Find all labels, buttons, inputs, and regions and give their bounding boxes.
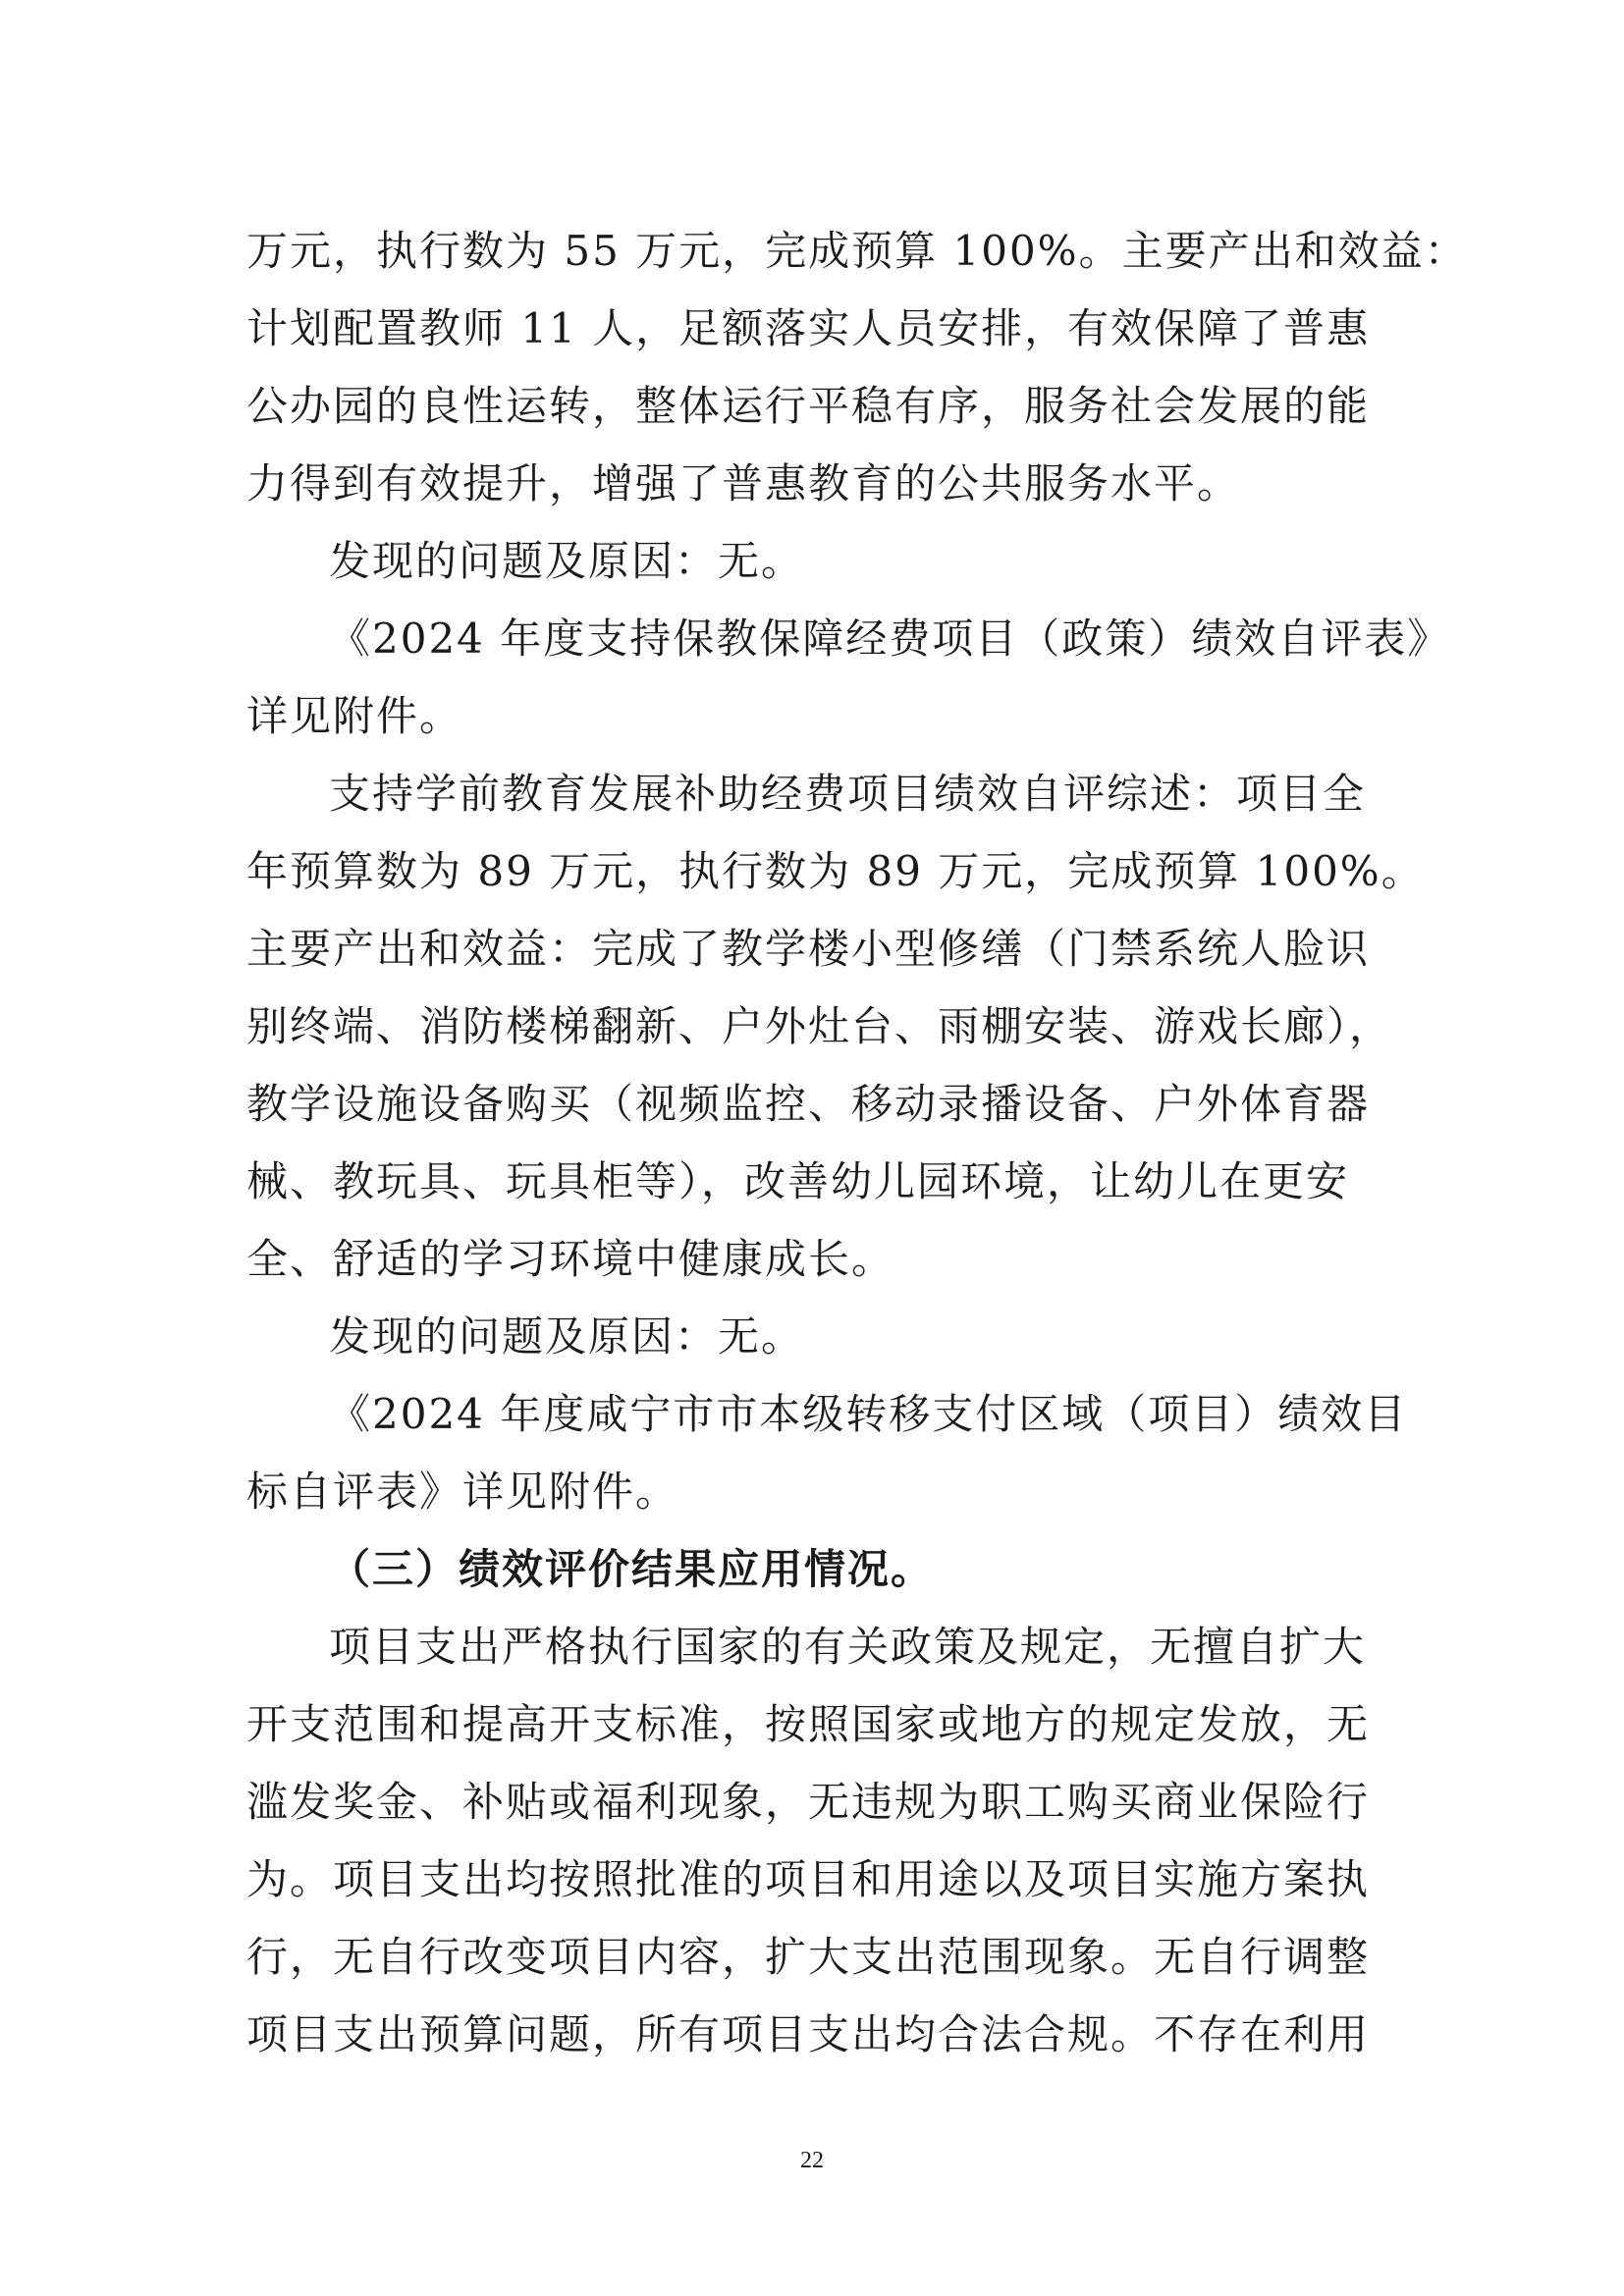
paragraph-line: 别终端、消防楼梯翻新、户外灶台、雨棚安装、游戏长廊）， <box>246 1002 1393 1050</box>
paragraph-line: 全、舒适的学习环境中健康成长。 <box>246 1235 895 1283</box>
paragraph-line: 项目支出严格执行国家的有关政策及规定，无擅自扩大 <box>329 1623 1367 1671</box>
paragraph-line: 为。项目支出均按照批准的项目和用途以及项目实施方案执 <box>246 1855 1371 1903</box>
paragraph-line: 力得到有效提升，增强了普惠教育的公共服务水平。 <box>246 459 1241 507</box>
paragraph-line: 计划配置教师 11 人，足额落实人员安排，有效保障了普惠 <box>246 304 1371 352</box>
paragraph-line: 行，无自行改变项目内容，扩大支出范围现象。无自行调整 <box>246 1933 1371 1981</box>
paragraph-line: 械、教玩具、玩具柜等），改善幼儿园环境，让幼儿在更安 <box>246 1157 1350 1205</box>
paragraph-line: 标自评表》详见附件。 <box>246 1468 679 1516</box>
paragraph-line: 开支范围和提高开支标准，按照国家或地方的规定发放，无 <box>246 1700 1371 1748</box>
paragraph-line: 发现的问题及原因：无。 <box>329 1312 805 1361</box>
paragraph-line: 项目支出预算问题，所有项目支出均合法合规。不存在利用 <box>246 2010 1371 2058</box>
paragraph-line: 教学设施设备购买（视频监控、移动录播设备、户外体育器 <box>246 1080 1371 1128</box>
paragraph-line: 公办园的良性运转，整体运行平稳有序，服务社会发展的能 <box>246 382 1371 430</box>
paragraph-line: 支持学前教育发展补助经费项目绩效自评综述：项目全 <box>329 770 1367 818</box>
page-number: 22 <box>800 2148 824 2173</box>
section-heading: （三）绩效评价结果应用情况。 <box>329 1545 935 1593</box>
paragraph-line: 《2024 年度咸宁市市本级转移支付区域（项目）绩效目 <box>329 1390 1408 1438</box>
paragraph-line: 滥发奖金、补贴或福利现象，无违规为职工购买商业保险行 <box>246 1778 1371 1826</box>
paragraph-line: 发现的问题及原因：无。 <box>329 537 805 585</box>
paragraph-line: 万元，执行数为 55 万元，完成预算 100%。主要产出和效益： <box>246 227 1468 275</box>
paragraph-line: 《2024 年度支持保教保障经费项目（政策）绩效自评表》 <box>329 614 1451 663</box>
paragraph-line: 主要产出和效益：完成了教学楼小型修缮（门禁系统人脸识 <box>246 925 1371 973</box>
paragraph-line: 年预算数为 89 万元，执行数为 89 万元，完成预算 100%。 <box>246 847 1425 895</box>
paragraph-line: 详见附件。 <box>246 692 463 740</box>
